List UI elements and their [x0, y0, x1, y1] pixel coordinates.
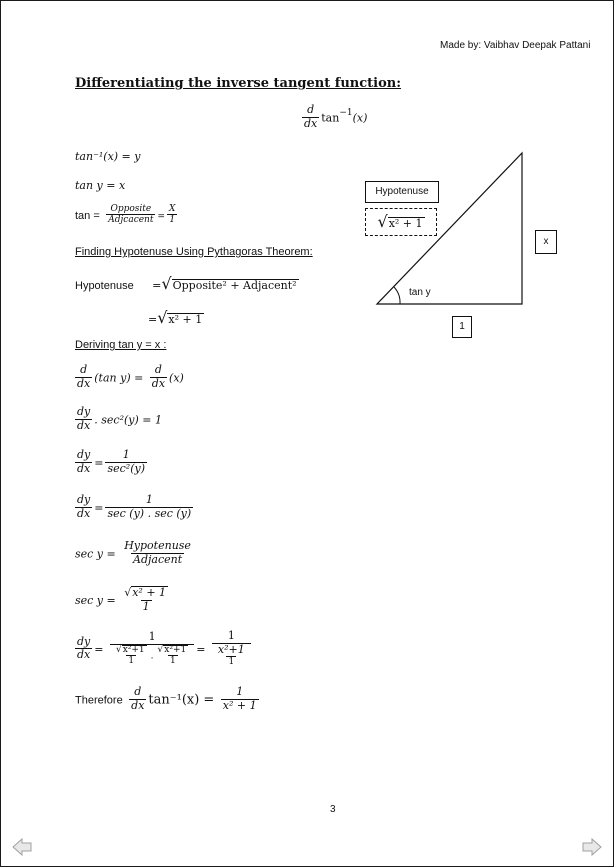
final-result	[75, 686, 261, 712]
d: d	[80, 363, 88, 376]
radicand-result: x² + 1	[168, 313, 203, 326]
dx: dx	[131, 698, 145, 712]
step-5	[75, 540, 195, 566]
dot: .	[150, 651, 154, 662]
equals: =	[157, 212, 166, 223]
section-heading-hypotenuse: Finding Hypotenuse Using Pythagoras Theorem:	[75, 246, 313, 258]
equals: =	[152, 279, 162, 292]
dx: dx	[77, 648, 91, 662]
angle-label: tan y	[409, 287, 431, 298]
page-number: 3	[330, 804, 336, 815]
dy: dy	[77, 634, 91, 648]
numerator: 1	[236, 685, 244, 698]
previous-page-arrow-icon[interactable]	[12, 838, 32, 856]
result-den-top: x²+1	[217, 642, 245, 656]
dx: dx	[77, 461, 91, 475]
step2-rest: . sec²(y) = 1	[94, 413, 162, 427]
dx: dx	[77, 376, 91, 390]
sec-lhs: sec y =	[75, 547, 116, 561]
step-4	[73, 494, 195, 520]
adjacent-den: Adjacent	[133, 552, 183, 566]
angle-arc	[394, 287, 400, 304]
equation-tan-y: tan y = x	[75, 179, 126, 192]
step-1	[73, 364, 184, 390]
result-num: 1	[227, 629, 235, 642]
tan-lhs: tan =	[75, 210, 100, 223]
dx: dx	[77, 506, 91, 520]
dx: dx	[77, 418, 91, 432]
denominator: sec²(y)	[107, 461, 146, 475]
denominator: x² + 1	[222, 698, 257, 712]
page-title: Differentiating the inverse tangent function:	[75, 76, 402, 91]
radicand: Opposite² + Adjacent²	[172, 279, 297, 292]
denominator: sec (y) . sec (y)	[107, 506, 192, 520]
numerator: 1	[145, 493, 153, 506]
adjacent-box: 1	[452, 316, 472, 338]
top-expression	[300, 104, 367, 130]
sec-lhs: sec y =	[75, 593, 116, 607]
step-6: sec y = $\frac{\text{√x² + 1}}{1}$	[75, 586, 167, 613]
tan-definition	[75, 204, 179, 226]
radical-num: x² + 1	[132, 586, 167, 599]
hypotenuse-num: Hypotenuse	[124, 539, 191, 552]
opposite-box: x	[535, 230, 557, 254]
hypotenuse-box: Hypotenuse	[365, 181, 439, 203]
tan-fn: tan	[321, 111, 340, 125]
result-den-bottom: 1	[228, 657, 235, 668]
dx: dx	[151, 376, 166, 390]
one-den: 1	[169, 215, 176, 226]
dx-denominator: dx	[304, 116, 318, 130]
step-2	[73, 406, 162, 432]
equals: =	[94, 643, 104, 657]
opposite-num: Opposite	[110, 204, 152, 214]
dy: dy	[77, 448, 91, 461]
d-numerator: d	[307, 103, 315, 116]
step1-lhs: (tan y) =	[94, 371, 144, 385]
step1-rhs: (x)	[169, 371, 184, 385]
equation-inverse-tan: tan⁻¹(x) = y	[75, 150, 141, 163]
equals: =	[94, 501, 104, 515]
dy: dy	[77, 405, 91, 418]
step-7: $\frac{dy}{dx}$ = 1 $\frac{\text{√x²+1}}{1}$ . $\frac{\text{√x²+1}}{1}$ = $\frac{1}{\frac{\text{x²+1}}{1}}$	[73, 630, 253, 668]
one-b: 1	[128, 656, 135, 667]
section-heading-deriving: Deriving tan y = x :	[75, 339, 167, 351]
next-page-arrow-icon[interactable]	[582, 838, 602, 856]
hypotenuse-equation: Hypotenuse =√Opposite² + Adjacent²	[75, 274, 297, 293]
adjacent-den: Adjcacent	[108, 215, 154, 226]
arg-x: (x)	[352, 111, 368, 125]
hypotenuse-label: Hypotenuse	[75, 280, 134, 292]
radical-c: x²+1	[164, 644, 187, 655]
equals: =	[94, 456, 104, 470]
one-den: 1	[142, 599, 150, 613]
numerator: 1	[122, 448, 130, 461]
one-d: 1	[170, 656, 176, 667]
hypotenuse-result: =√x² + 1	[148, 308, 203, 327]
hypotenuse-value-box: √x² + 1	[365, 208, 437, 236]
author-credit: Made by: Vaibhav Deepak Pattani	[440, 40, 591, 51]
d: d	[134, 685, 142, 698]
equals: =	[196, 643, 206, 657]
hypotenuse-value: x² + 1	[388, 217, 423, 230]
step-3	[73, 449, 149, 475]
d: d	[154, 363, 162, 376]
radical-a: x²+1	[122, 644, 145, 655]
therefore-word: Therefore	[75, 694, 123, 707]
dy: dy	[77, 493, 91, 506]
inverse-tan-result: tan⁻¹(x) =	[148, 692, 215, 708]
x-num: X	[169, 204, 176, 214]
equals: =	[148, 313, 158, 326]
numerator-one: 1	[148, 629, 156, 643]
inverse-exponent: −1	[339, 108, 353, 119]
